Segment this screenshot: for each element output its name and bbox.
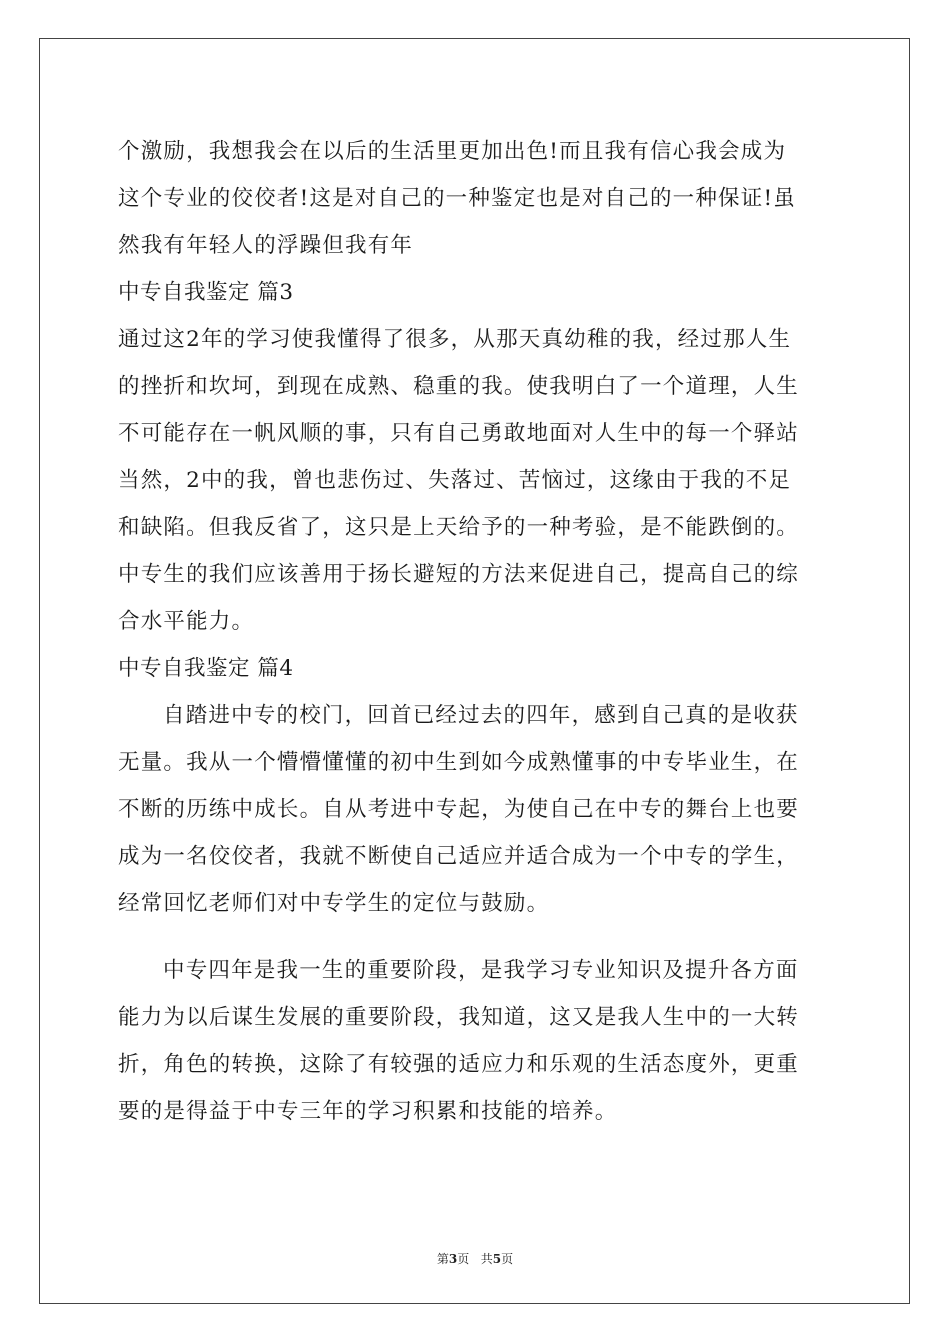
page-number: 3 [448,1252,458,1266]
page-suffix: 页 [457,1252,470,1266]
document-body [118,128,838,1135]
text-line: 折，角色的转换，这除了有较强的适应力和乐观的生活态度外，更重 [118,1052,800,1077]
text-line: 经常回忆老师们对中专学生的定位与鼓励。 [118,891,550,916]
page-prefix: 第 [436,1252,449,1266]
text-line: 的挫折和坎坷，到现在成熟、稳重的我。使我明白了一个道理，人生 [118,374,800,399]
text-line: 中专生的我们应该善用于扬长避短的方法来促进自己，提高自己的综 [118,562,800,587]
text-line: 通过这2年的学习使我懂得了很多，从那天真幼稚的我，经过那人生 [118,327,792,352]
text-line: 要的是得益于中专三年的学习积累和技能的培养。 [118,1099,618,1124]
section-heading-3: 中专自我鉴定 篇3 [118,280,294,305]
text-line: 合水平能力。 [118,609,255,634]
paragraph-start: 中专四年是我一生的重要阶段，是我学习专业知识及提升各方面 [163,958,799,983]
text-line: 然我有年轻人的浮躁但我有年 [118,233,414,258]
page-footer [0,1250,950,1267]
text-line: 个激励，我想我会在以后的生活里更加出色!而且我有信心我会成为 [118,139,787,164]
paragraph-start: 自踏进中专的校门，回首已经过去的四年，感到自己真的是收获 [163,703,799,728]
text-line: 不断的历练中成长。自从考进中专起，为使自己在中专的舞台上也要 [118,797,800,822]
text-line: 能力为以后谋生发展的重要阶段，我知道，这又是我人生中的一大转 [118,1005,800,1030]
text-line: 成为一名佼佼者，我就不断使自己适应并适合成为一个中专的学生， [118,844,800,869]
total-pages: 5 [492,1252,502,1266]
total-prefix: 共 [480,1252,493,1266]
text-line: 当然，2中的我，曾也悲伤过、失落过、苦恼过，这缘由于我的不足 [118,468,792,493]
section-heading-4: 中专自我鉴定 篇4 [118,656,294,681]
text-line: 无量。我从一个懵懵懂懂的初中生到如今成熟懂事的中专毕业生，在 [118,750,800,775]
text-line: 和缺陷。但我反省了，这只是上天给予的一种考验，是不能跌倒的。 [118,515,800,540]
total-suffix: 页 [501,1252,514,1266]
text-line: 这个专业的佼佼者!这是对自己的一种鉴定也是对自己的一种保证!虽 [118,186,796,211]
text-line: 不可能存在一帆风顺的事，只有自己勇敢地面对人生中的每一个驿站 [118,421,800,446]
